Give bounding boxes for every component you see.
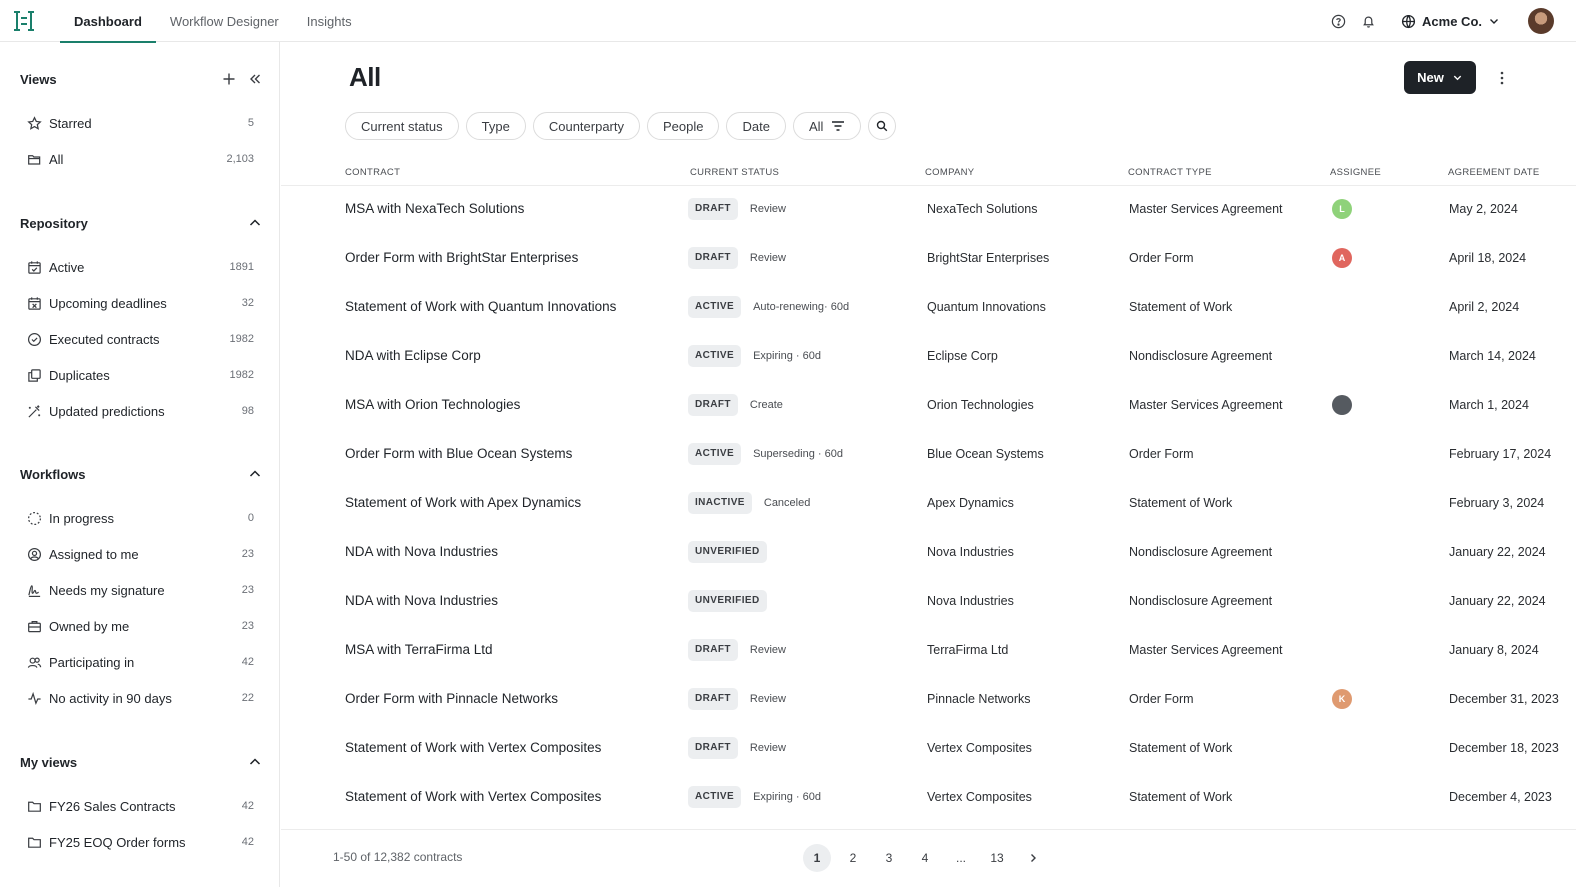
- table-row[interactable]: [281, 772, 1576, 821]
- table-row[interactable]: [281, 478, 1576, 527]
- tab-workflow-designer[interactable]: Workflow Designer: [169, 13, 279, 29]
- page-13[interactable]: 13: [990, 851, 1004, 865]
- page-ellipsis: ...: [955, 851, 966, 865]
- status-cell: [688, 625, 786, 674]
- bell-icon[interactable]: [1353, 6, 1383, 36]
- column-header-status[interactable]: CURRENT STATUS: [690, 167, 780, 178]
- sidebar-item-count: 1982: [229, 369, 254, 381]
- repository-title: Repository: [20, 215, 88, 231]
- globe-icon: [1401, 14, 1416, 29]
- repository-section-header[interactable]: [20, 213, 262, 233]
- table-row[interactable]: [281, 674, 1576, 723]
- views-title: Views: [20, 71, 57, 87]
- sidebar-item-label: Starred: [49, 115, 92, 131]
- user-avatar[interactable]: [1528, 8, 1554, 34]
- sidebar-item-label: Upcoming deadlines: [49, 295, 167, 311]
- company-name: TerraFirma Ltd: [927, 642, 1009, 657]
- my-views-section-header[interactable]: [20, 752, 262, 772]
- status-badge: DRAFT: [688, 394, 738, 416]
- sidebar-item-label: FY26 Sales Contracts: [49, 798, 176, 814]
- status-cell: [688, 576, 767, 625]
- status-detail: Expiring · 60d: [753, 349, 821, 362]
- assignee-cell: [1332, 184, 1352, 233]
- sidebar-item-label: FY25 EOQ Order forms: [49, 834, 186, 850]
- status-cell: [688, 282, 849, 331]
- sidebar-item-label: Duplicates: [49, 367, 110, 383]
- sidebar-item-label: No activity in 90 days: [49, 690, 172, 706]
- sidebar-item-count: 1891: [229, 261, 254, 273]
- workflows-title: Workflows: [20, 466, 86, 482]
- status-detail: Review: [749, 692, 786, 705]
- filter-people[interactable]: [647, 112, 719, 140]
- tab-insights[interactable]: Insights: [306, 13, 352, 29]
- app-logo-icon[interactable]: [12, 9, 36, 33]
- agreement-date: April 2, 2024: [1449, 299, 1520, 314]
- main-content: [281, 42, 1576, 887]
- status-cell: [688, 184, 786, 233]
- sidebar-item-needs-my-signature[interactable]: [20, 576, 262, 604]
- contract-type: Master Services Agreement: [1129, 397, 1283, 412]
- company-name: Vertex Composites: [927, 789, 1032, 804]
- column-header-company[interactable]: COMPANY: [925, 167, 975, 178]
- contract-type: Order Form: [1129, 250, 1194, 265]
- sidebar-item-upcoming-deadlines[interactable]: [20, 289, 262, 317]
- status-badge: INACTIVE: [688, 492, 752, 514]
- sidebar-item-count: 5: [247, 117, 254, 129]
- next-page-button[interactable]: [1019, 844, 1047, 872]
- agreement-date: January 8, 2024: [1449, 642, 1539, 657]
- folder-icon: [20, 792, 48, 820]
- activity-icon: [20, 684, 48, 712]
- contract-name[interactable]: Order Form with Blue Ocean Systems: [345, 446, 573, 461]
- status-badge: ACTIVE: [688, 296, 741, 318]
- new-button-label: New: [1417, 70, 1444, 85]
- contract-name[interactable]: NDA with Eclipse Corp: [345, 348, 481, 363]
- sidebar-item-label: Updated predictions: [49, 403, 165, 419]
- org-switcher[interactable]: [1401, 14, 1500, 29]
- sidebar: [0, 42, 280, 887]
- briefcase-icon: [20, 612, 48, 640]
- tab-dashboard[interactable]: Dashboard: [60, 0, 156, 42]
- new-button[interactable]: [1404, 61, 1476, 94]
- contract-type: Statement of Work: [1129, 789, 1233, 804]
- at-sign-icon: [20, 540, 48, 568]
- sidebar-item-count: 23: [241, 584, 254, 596]
- status-badge: ACTIVE: [688, 345, 741, 367]
- company-name: Pinnacle Networks: [927, 691, 1031, 706]
- sidebar-item-fy25-eoq-order-forms[interactable]: [20, 828, 262, 856]
- filter-bar: [345, 112, 896, 140]
- status-cell: [688, 331, 821, 380]
- sidebar-item-duplicates[interactable]: [20, 361, 262, 389]
- company-name: Vertex Composites: [927, 740, 1032, 755]
- sidebar-item-label: Executed contracts: [49, 331, 160, 347]
- copy-icon: [20, 361, 48, 389]
- sidebar-item-count: 23: [241, 620, 254, 632]
- workflows-section-header[interactable]: [20, 464, 262, 484]
- top-right-actions: [1323, 0, 1576, 42]
- page-2[interactable]: 2: [849, 851, 857, 865]
- page-title: All: [349, 62, 381, 92]
- column-header-contract[interactable]: CONTRACT: [345, 167, 401, 178]
- company-name: Blue Ocean Systems: [927, 446, 1044, 461]
- top-nav: [60, 0, 366, 42]
- sidebar-item-count: 22: [241, 692, 254, 704]
- contract-type: Master Services Agreement: [1129, 642, 1283, 657]
- sidebar-item-label: All: [49, 151, 64, 167]
- filter-icon: [831, 120, 845, 132]
- table-row[interactable]: [281, 331, 1576, 380]
- assignee-cell: [1332, 674, 1352, 723]
- contract-name[interactable]: Statement of Work with Apex Dynamics: [345, 495, 582, 510]
- sidebar-item-label: In progress: [49, 510, 115, 526]
- chevron-down-icon: [1452, 72, 1463, 83]
- contract-name[interactable]: MSA with NexaTech Solutions: [345, 201, 525, 216]
- sidebar-item-count: 1982: [229, 333, 254, 345]
- agreement-date: January 22, 2024: [1449, 544, 1546, 559]
- table-row[interactable]: [281, 233, 1576, 282]
- magic-wand-icon: [20, 397, 48, 425]
- sidebar-item-count: 2,103: [226, 153, 254, 165]
- sidebar-item-owned-by-me[interactable]: [20, 612, 262, 640]
- sidebar-item-label: Assigned to me: [49, 546, 139, 562]
- status-badge: DRAFT: [688, 247, 738, 269]
- views-section-header: [20, 69, 262, 89]
- contract-name[interactable]: MSA with TerraFirma Ltd: [345, 642, 493, 657]
- status-detail: Expiring · 60d: [753, 790, 821, 803]
- status-cell: [688, 527, 767, 576]
- agreement-date: March 1, 2024: [1449, 397, 1529, 412]
- contract-type: Statement of Work: [1129, 495, 1233, 510]
- status-cell: [688, 380, 783, 429]
- table-row[interactable]: [281, 527, 1576, 576]
- sidebar-item-executed-contracts[interactable]: [20, 325, 262, 353]
- table-row[interactable]: [281, 380, 1576, 429]
- contract-name[interactable]: Order Form with Pinnacle Networks: [345, 691, 559, 706]
- table-row[interactable]: [281, 429, 1576, 478]
- contract-type: Statement of Work: [1129, 299, 1233, 314]
- status-badge: DRAFT: [688, 198, 738, 220]
- status-badge: UNVERIFIED: [688, 590, 767, 612]
- sidebar-item-assigned-to-me[interactable]: [20, 540, 262, 568]
- company-name: Quantum Innovations: [927, 299, 1046, 314]
- pagination: [803, 844, 1047, 872]
- agreement-date: March 14, 2024: [1449, 348, 1536, 363]
- assignee-avatar[interactable]: A: [1332, 248, 1352, 268]
- table-row[interactable]: [281, 625, 1576, 674]
- table-row[interactable]: [281, 576, 1576, 625]
- dashed-circle-icon: [20, 504, 48, 532]
- sidebar-item-fy26-sales-contracts[interactable]: [20, 792, 262, 820]
- contract-name[interactable]: Statement of Work with Quantum Innovations: [345, 299, 617, 314]
- table-footer: [281, 829, 1576, 887]
- page-4[interactable]: 4: [921, 851, 929, 865]
- assignee-avatar[interactable]: K: [1332, 689, 1352, 709]
- filter-date[interactable]: [726, 112, 785, 140]
- star-icon: [20, 109, 48, 137]
- filter-label: Current status: [361, 118, 443, 134]
- sidebar-item-count: 42: [241, 800, 254, 812]
- company-name: Eclipse Corp: [927, 348, 998, 363]
- table-row[interactable]: [281, 282, 1576, 331]
- users-icon: [20, 648, 48, 676]
- agreement-date: January 22, 2024: [1449, 593, 1546, 608]
- search-icon: [876, 120, 888, 132]
- company-name: BrightStar Enterprises: [927, 250, 1050, 265]
- contract-type: Nondisclosure Agreement: [1129, 348, 1273, 363]
- assignee-cell: [1332, 233, 1352, 282]
- sidebar-item-label: Active: [49, 259, 85, 275]
- assignee-cell: [1332, 380, 1352, 429]
- sidebar-item-no-activity[interactable]: [20, 684, 262, 712]
- status-cell: [688, 674, 786, 723]
- company-name: Nova Industries: [927, 593, 1014, 608]
- chevron-up-icon[interactable]: [248, 755, 262, 769]
- sidebar-item-label: Participating in: [49, 654, 135, 670]
- sidebar-item-count: 32: [241, 297, 254, 309]
- filter-all[interactable]: [793, 112, 861, 140]
- sidebar-item-in-progress[interactable]: [20, 504, 262, 532]
- status-detail: Auto-renewing· 60d: [753, 300, 850, 313]
- status-detail: Canceled: [763, 496, 811, 509]
- contract-name[interactable]: Statement of Work with Vertex Composites: [345, 740, 602, 755]
- help-icon[interactable]: [1323, 6, 1353, 36]
- org-name: Acme Co.: [1422, 13, 1482, 29]
- collapse-sidebar-icon[interactable]: [248, 72, 262, 86]
- agreement-date: May 2, 2024: [1449, 201, 1518, 216]
- filter-label: Counterparty: [548, 118, 624, 134]
- filter-type[interactable]: [466, 112, 526, 140]
- status-cell: [688, 233, 786, 282]
- filter-label: All: [808, 118, 824, 134]
- agreement-date: December 4, 2023: [1449, 789, 1552, 804]
- contract-name[interactable]: MSA with Orion Technologies: [345, 397, 521, 412]
- plus-icon[interactable]: [222, 72, 236, 86]
- page-1[interactable]: 1: [803, 844, 831, 872]
- status-badge: DRAFT: [688, 639, 738, 661]
- status-badge: ACTIVE: [688, 786, 741, 808]
- sidebar-item-label: Needs my signature: [49, 582, 165, 598]
- agreement-date: February 3, 2024: [1449, 495, 1545, 510]
- agreement-date: December 31, 2023: [1449, 691, 1559, 706]
- status-detail: Superseding · 60d: [753, 447, 843, 460]
- contract-type: Order Form: [1129, 446, 1194, 461]
- calendar-check-icon: [20, 253, 48, 281]
- contract-type: Master Services Agreement: [1129, 201, 1283, 216]
- assignee-avatar[interactable]: L: [1332, 199, 1352, 219]
- sidebar-item-all[interactable]: [20, 145, 262, 173]
- page-3[interactable]: 3: [885, 851, 893, 865]
- table-row[interactable]: [281, 184, 1576, 233]
- status-badge: DRAFT: [688, 737, 738, 759]
- result-range: 1-50 of 12,382 contracts: [333, 850, 463, 864]
- status-badge: DRAFT: [688, 688, 738, 710]
- my-views-title: My views: [20, 754, 78, 770]
- sidebar-item-count: 0: [247, 512, 254, 524]
- sidebar-item-starred[interactable]: [20, 109, 262, 137]
- status-cell: [688, 429, 843, 478]
- agreement-date: April 18, 2024: [1449, 250, 1527, 265]
- status-detail: Review: [749, 202, 786, 215]
- folder-icon: [20, 828, 48, 856]
- agreement-date: February 17, 2024: [1449, 446, 1552, 461]
- sidebar-item-count: 98: [241, 405, 254, 417]
- calendar-x-icon: [20, 289, 48, 317]
- contract-type: Nondisclosure Agreement: [1129, 544, 1273, 559]
- contract-type: Nondisclosure Agreement: [1129, 593, 1273, 608]
- search-button[interactable]: [868, 112, 896, 140]
- chevron-right-icon: [1027, 852, 1039, 864]
- sidebar-item-count: 23: [241, 548, 254, 560]
- filter-current-status[interactable]: [345, 112, 459, 140]
- status-detail: Review: [749, 643, 786, 656]
- status-badge: UNVERIFIED: [688, 541, 767, 563]
- contract-name[interactable]: Statement of Work with Vertex Composites: [345, 789, 602, 804]
- filter-label: Type: [481, 118, 510, 134]
- contract-name[interactable]: NDA with Nova Industries: [345, 544, 499, 559]
- sidebar-item-participating-in[interactable]: [20, 648, 262, 676]
- agreement-date: December 18, 2023: [1449, 740, 1559, 755]
- table-header: [281, 158, 1576, 186]
- column-header-date[interactable]: AGREEMENT DATE: [1448, 167, 1540, 178]
- chevron-up-icon[interactable]: [248, 467, 262, 481]
- contract-type: Order Form: [1129, 691, 1194, 706]
- status-cell: [688, 772, 821, 821]
- status-cell: [688, 478, 810, 527]
- sidebar-item-count: 42: [241, 656, 254, 668]
- table-row[interactable]: [281, 723, 1576, 772]
- contract-type: Statement of Work: [1129, 740, 1233, 755]
- company-name: Orion Technologies: [927, 397, 1034, 412]
- filter-label: People: [663, 118, 704, 134]
- sidebar-item-updated-predictions[interactable]: [20, 397, 262, 425]
- contract-name[interactable]: NDA with Nova Industries: [345, 593, 499, 608]
- filter-counterparty[interactable]: [533, 112, 640, 140]
- chevron-up-icon[interactable]: [248, 216, 262, 230]
- status-detail: Review: [749, 741, 786, 754]
- signature-icon: [20, 576, 48, 604]
- company-name: NexaTech Solutions: [927, 201, 1038, 216]
- check-circle-icon: [20, 325, 48, 353]
- sidebar-item-label: Owned by me: [49, 618, 130, 634]
- sidebar-item-active[interactable]: [20, 253, 262, 281]
- folder-open-icon: [20, 145, 48, 173]
- assignee-avatar[interactable]: [1332, 395, 1352, 415]
- chevron-down-icon: [1488, 15, 1500, 27]
- column-header-assignee[interactable]: ASSIGNEE: [1330, 167, 1381, 178]
- status-detail: Create: [749, 398, 783, 411]
- contract-name[interactable]: Order Form with BrightStar Enterprises: [345, 250, 579, 265]
- status-detail: Review: [749, 251, 786, 264]
- status-cell: [688, 723, 786, 772]
- company-name: Nova Industries: [927, 544, 1014, 559]
- top-bar: [0, 0, 1576, 42]
- more-options-icon[interactable]: [1491, 64, 1513, 92]
- company-name: Apex Dynamics: [927, 495, 1014, 510]
- status-badge: ACTIVE: [688, 443, 741, 465]
- sidebar-item-count: 42: [241, 836, 254, 848]
- column-header-type[interactable]: CONTRACT TYPE: [1128, 167, 1212, 178]
- filter-label: Date: [742, 118, 770, 134]
